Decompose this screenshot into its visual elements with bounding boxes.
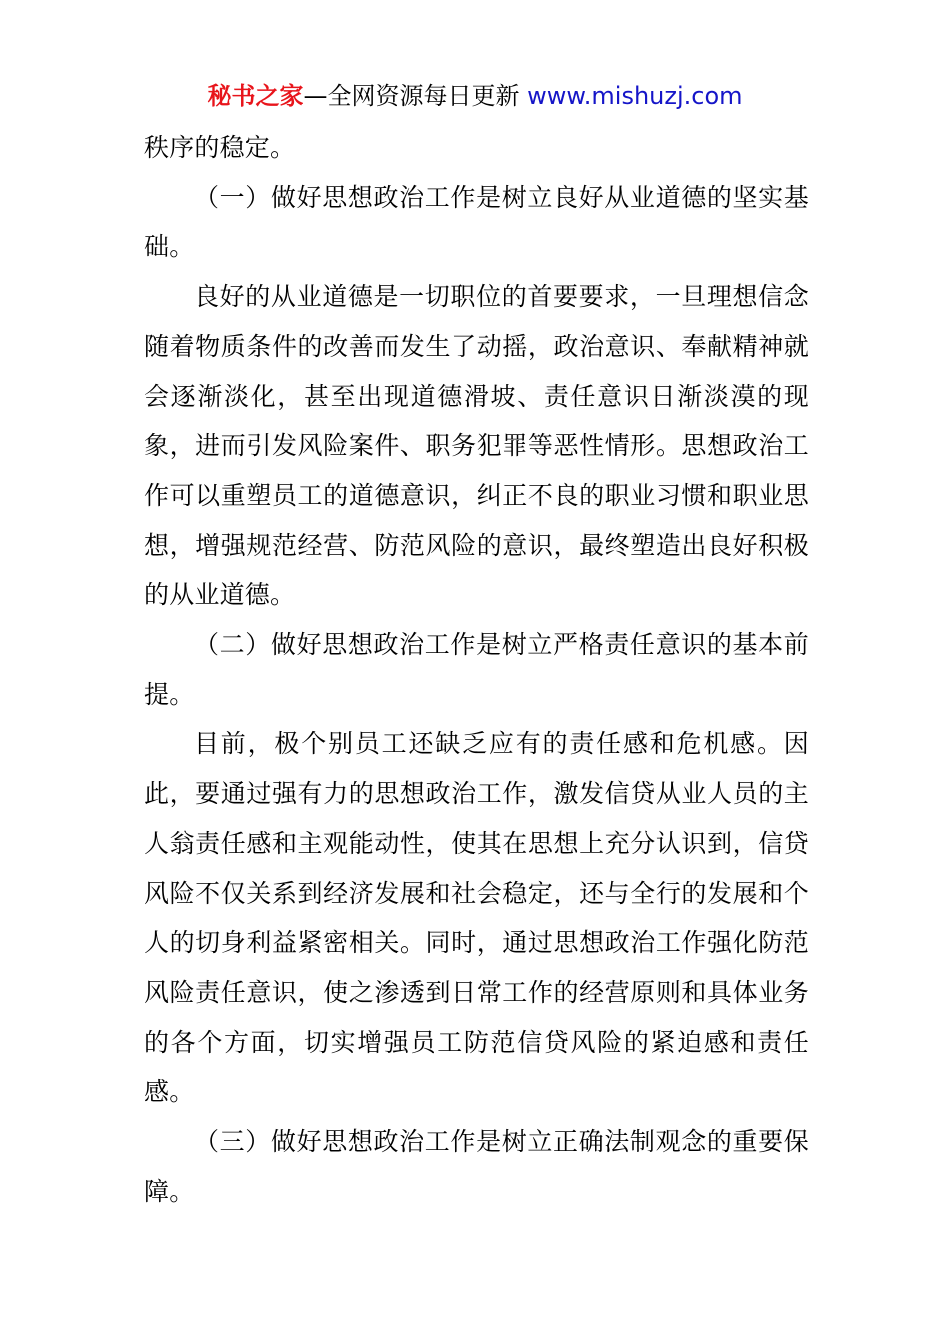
site-header bbox=[0, 80, 950, 112]
body-paragraph-2: 目前，极个别员工还缺乏应有的责任感和危机感。因此，要通过强有力的思想政治工作，激发信贷从业人员的主人翁责任感和主观能动性，使其在思想上充分认识到，信贷风险不仅关系到经济发展和社会稳定，还与全行的发展和个人的切身利益紧密相关。同时，通过思想政治工作强化防范风险责任意识，使之渗透到日常工作的经营原则和具体业务的各个方面，切实增强员工防范信贷风险的紧迫感和责任感。 bbox=[144, 729, 809, 1107]
section-heading-1: （一）做好思想政治工作是树立良好从业道德的坚实基础。 bbox=[144, 182, 809, 262]
document-body bbox=[144, 123, 809, 1216]
body-paragraph-1: 良好的从业道德是一切职位的首要要求，一旦理想信念随着物质条件的改善而发生了动摇，政治意识、奉献精神就会逐渐淡化，甚至出现道德滑坡、责任意识日渐淡漠的现象，进而引发风险案件、职务犯罪等恶性情形。思想政治工作可以重塑员工的道德意识，纠正不良的职业习惯和职业思想，增强规范经营、防范风险的意识，最终塑造出良好积极的从业道德。 bbox=[144, 282, 809, 610]
site-url-link[interactable]: www.mishuzj.com bbox=[527, 82, 743, 110]
brand-name: 秘书之家 bbox=[207, 82, 304, 110]
section-heading-2: （二）做好思想政治工作是树立严格责任意识的基本前提。 bbox=[144, 630, 809, 709]
section-heading-3: （三）做好思想政治工作是树立正确法制观念的重要保障。 bbox=[144, 1127, 809, 1206]
paragraph-continuation: 秩序的稳定。 bbox=[144, 133, 296, 162]
site-tagline: —全网资源每日更新 bbox=[303, 82, 528, 110]
